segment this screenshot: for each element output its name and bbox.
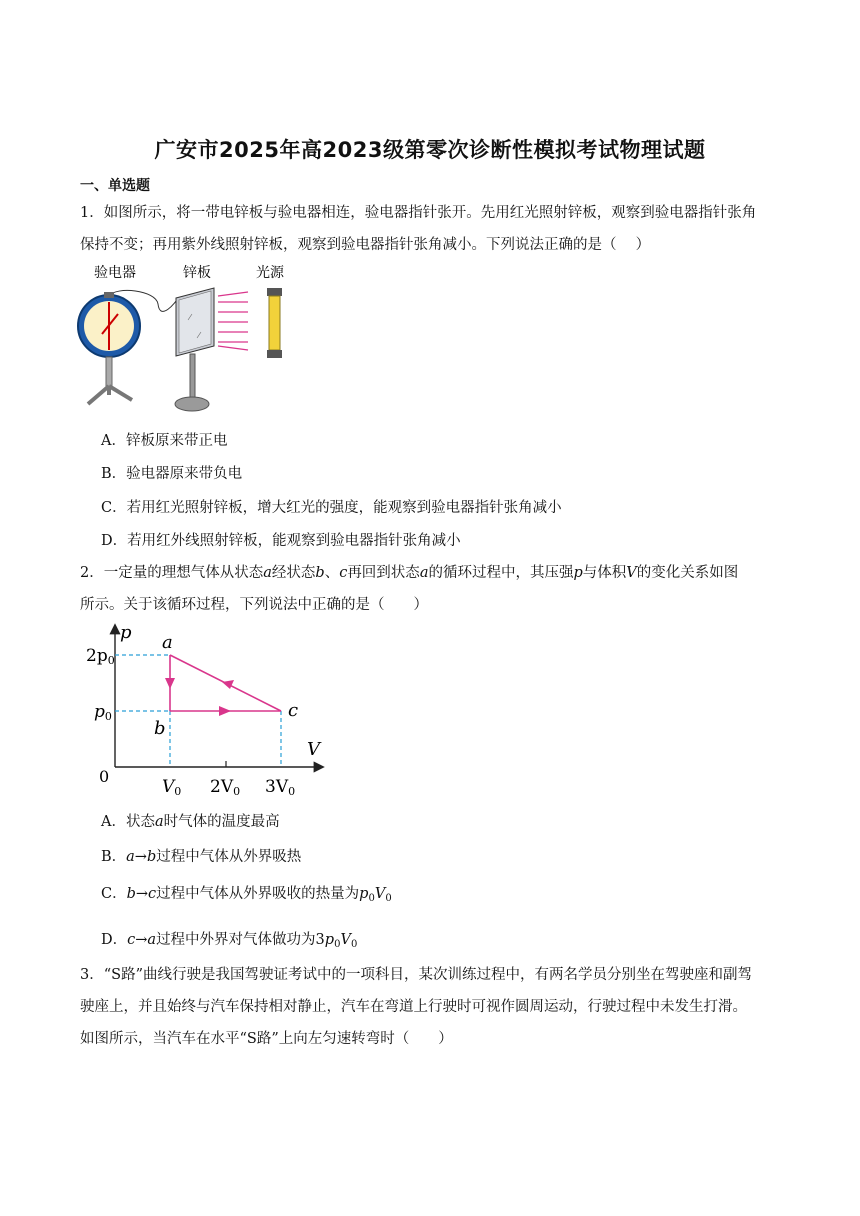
pv-graph xyxy=(86,620,336,802)
electroscope-figure xyxy=(76,262,306,418)
question-1-line-1: 1．如图所示，将一带电锌板与验电器相连，验电器指针张开。先用红光照射锌板，观察到验电器指针张角 xyxy=(80,205,757,221)
y-tick-2p0: 2p0 xyxy=(86,646,115,667)
question-2-line-2: 所示。关于该循环过程，下列说法中正确的是（ ） xyxy=(80,597,428,613)
q2-option-b: B．a→b过程中气体从外界吸热 xyxy=(101,849,302,865)
section-heading: 一、单选题 xyxy=(80,178,150,194)
x-tick-2v0: 2V0 xyxy=(210,777,241,798)
question-3-line-3: 如图所示，当汽车在水平“S路”上向左匀速转弯时（ ） xyxy=(80,1031,453,1047)
point-a-label: a xyxy=(162,632,173,653)
question-2-stem xyxy=(80,557,785,621)
question-3-line-2: 驶座上，并且始终与汽车保持相对静止，汽车在弯道上行驶时可视作圆周运动，行驶过程中未发生打滑。 xyxy=(80,999,747,1015)
point-c-label: c xyxy=(288,700,299,721)
question-1-line-2: 保持不变；再用紫外线照射锌板，观察到验电器指针张角减小。下列说法正确的是（ ） xyxy=(80,237,651,253)
page-title: 广安市2025年高2023级第零次诊断性模拟考试物理试题 xyxy=(154,138,706,162)
question-1-stem xyxy=(80,197,785,261)
point-b-label: b xyxy=(154,718,166,739)
x-axis-label: V xyxy=(307,739,320,760)
label-light-source: 光源 xyxy=(256,265,284,281)
q2-option-d: D．c→a过程中外界对气体做功为$3p_0V_0$ xyxy=(101,932,358,950)
origin-label: 0 xyxy=(99,767,110,786)
q1-option-c: C．若用红光照射锌板，增大红光的强度，能观察到验电器指针张角减小 xyxy=(101,500,562,516)
q2-option-c: C．b→c过程中气体从外界吸收的热量为$p_0V_0$ xyxy=(101,886,392,904)
q2-option-a: A．状态a时气体的温度最高 xyxy=(101,814,280,830)
question-3-line-1: 3．“S路”曲线行驶是我国驾驶证考试中的一项科目，某次训练过程中，有两名学员分别坐在驾驶座和副驾 xyxy=(80,967,752,983)
x-tick-3v0: 3V0 xyxy=(265,777,296,798)
x-tick-v0: V0 xyxy=(162,777,182,798)
q1-option-a: A．锌板原来带正电 xyxy=(101,433,228,449)
question-3-stem xyxy=(80,959,785,1055)
label-electroscope: 验电器 xyxy=(94,265,136,281)
q1-option-b: B．验电器原来带负电 xyxy=(101,466,243,482)
q1-option-d: D．若用红外线照射锌板，能观察到验电器指针张角减小 xyxy=(101,533,461,549)
label-zinc-plate: 锌板 xyxy=(183,265,211,281)
y-tick-p0: p0 xyxy=(94,702,112,723)
question-2-line-1: 2．一定量的理想气体从状态a经状态b、c再回到状态a的循环过程中，其压强p与体积V的变化关系如图 xyxy=(80,565,739,581)
y-axis-label: p xyxy=(120,622,132,643)
